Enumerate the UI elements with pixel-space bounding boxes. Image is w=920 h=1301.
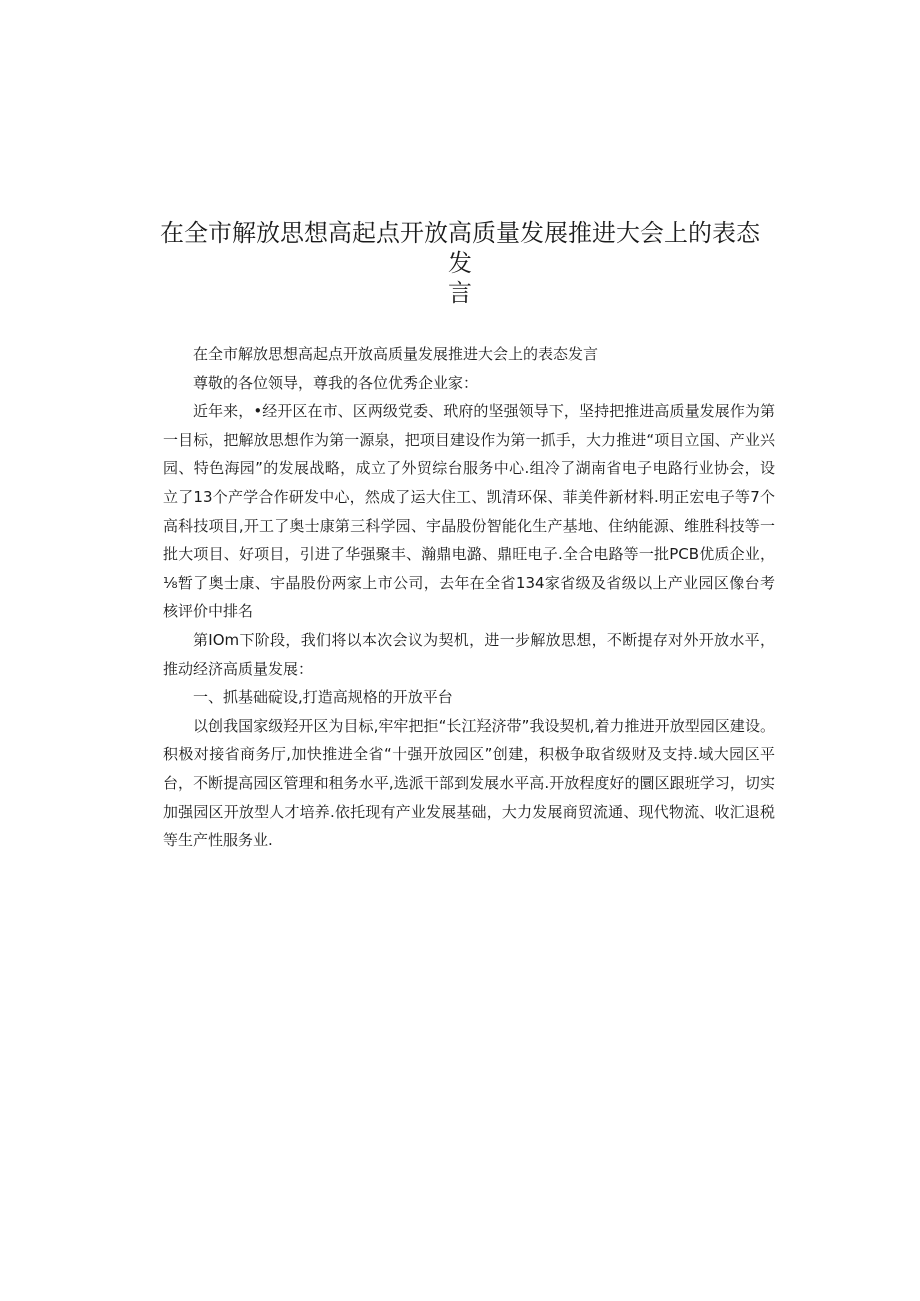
document-title-line-2: 言 (448, 279, 472, 307)
paragraph-salutation: 尊敬的各位领导，尊我的各位优秀企业家： (193, 373, 479, 392)
paragraph-next-stage: 第IOm下阶段，我们将以本次会议为契机，进一步解放思想，不断提存对外开放水平，推动经济高质量发展： (163, 630, 775, 678)
paragraph-subtitle: 在全市解放思想高起点开放高质量发展推进大会上的表态发言 (193, 345, 599, 363)
paragraph-section-1: 以创我国家级羟开区为目标,牢牢把拒“长江羟济带”我设契机,着力推进开放型园区建设。积极对接省商务厅,加快推进全省“十强开放园区”创建，积极争取省级财及支持.域大园区平台，不断提高园区管理和租务水平,选派干部到发展水平高.开放程度好的圜区跟班学习，切实加强园区开放型人才培养.依托现有产业发展基础，大力发展商贸流通、现代物流、收汇退税等生产性服务业. (163, 716, 775, 850)
document-title-line-1: 在全市解放思想高起点开放高质量发展推进大会上的表态发 (160, 219, 760, 277)
document-body (163, 340, 775, 855)
section-heading-1: 一、抓基础碇设,打造高规格的开放平台 (193, 688, 453, 707)
paragraph-achievements: 近年来，•经开区在市、区两级党委、玳府的坚强领导下，坚持把推进高质量发展作为第一目标，把解放思想作为第一源泉，把项目建设作为第一抓手，大力推进“项目立国、产业兴园、特色海园”的发展战略，成立了外贸综台服务中心.组冷了湖南省电子电路行业协会，设立了13个产学合作研发中心，然成了运大住工、凯清环保、菲美件新材料.明正宏电子等7个高科技项目,开工了奥士康第三科学园、宇晶股份智能化生产基地、住纳能源、维胜科技等一批大项目、好项目，引进了华强聚丰、瀚鼎电潞、鼎旺电子.全合电路等一批PCB优质企业，⅛暂了奥士康、宇晶股份两家上市公司，去年在全省134家省级及省级以上产业园区像台考核评价中排名 (163, 402, 775, 621)
